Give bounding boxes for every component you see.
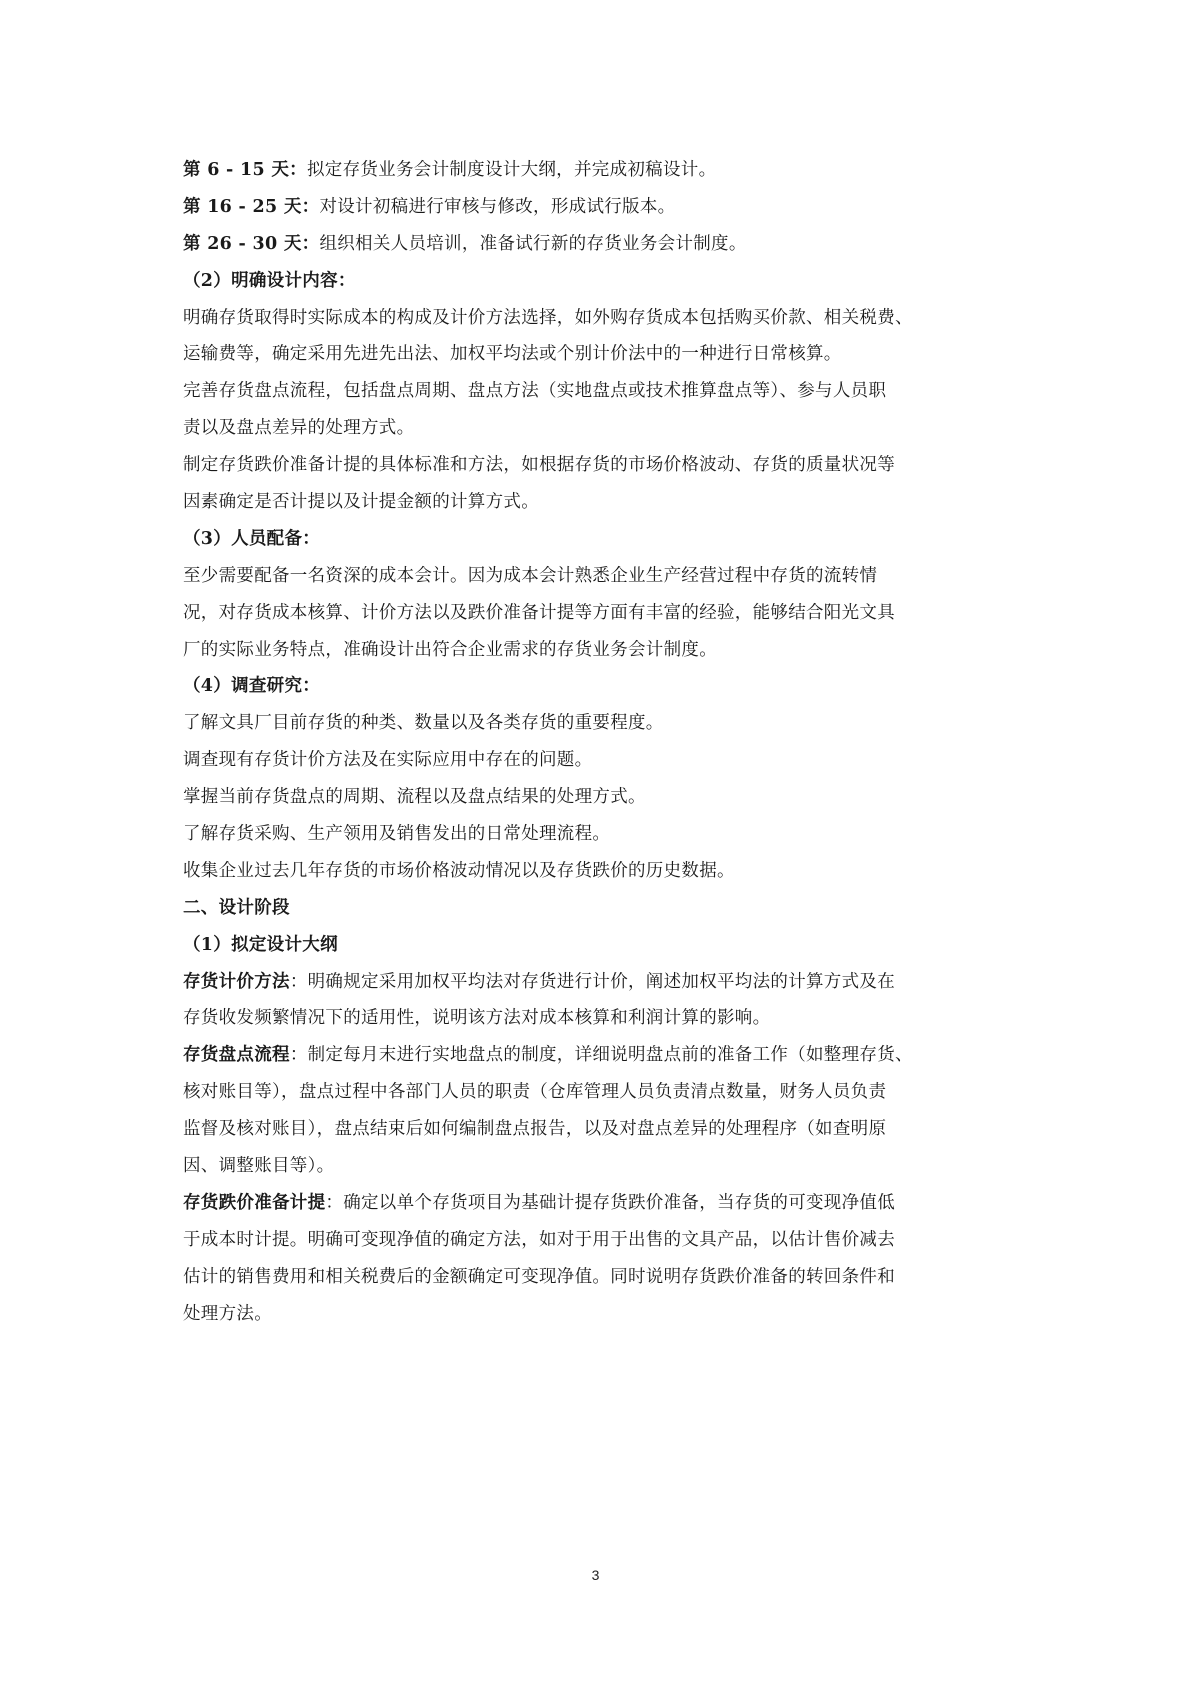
paragraph-line: 监督及核对账目），盘点结束后如何编制盘点报告，以及对盘点差异的处理程序（如查明原 [183, 1119, 887, 1140]
paragraph-line: 了解存货采购、生产领用及销售发出的日常处理流程。 [183, 824, 611, 845]
schedule-label: 第 26 - 30 天： [183, 233, 320, 254]
paragraph-line: 完善存货盘点流程，包括盘点周期、盘点方法（实地盘点或技术推算盘点等）、参与人员职 [183, 381, 887, 402]
stocktake-label: 存货盘点流程 [183, 1045, 290, 1066]
impairment-label: 存货跌价准备计提 [183, 1192, 326, 1213]
paragraph-line: 核对账目等），盘点过程中各部门人员的职责（仓库管理人员负责清点数量，财务人员负责 [183, 1082, 887, 1103]
schedule-label: 第 6 - 15 天： [183, 160, 307, 180]
paragraph-line: 运输费等，确定采用先进先出法、加权平均法或个别计价法中的一种进行日常核算。 [183, 344, 842, 365]
schedule-line-3 [183, 226, 1013, 263]
section-heading: （1）拟定设计大纲 [183, 934, 338, 955]
page-content [183, 152, 1013, 1333]
schedule-text: 组织相关人员培训，准备试行新的存货业务会计制度。 [319, 233, 747, 254]
paragraph-line: 因、调整账目等）。 [183, 1156, 335, 1177]
paragraph-line: 于成本时计提。明确可变现净值的确定方法，如对于用于出售的文具产品，以估计售价减去 [183, 1229, 895, 1250]
schedule-text: 对设计初稿进行审核与修改，形成试行版本。 [319, 196, 676, 217]
stocktake-line-1 [183, 1037, 1013, 1074]
paragraph-line: 存货收发频繁情况下的适用性，说明该方法对成本核算和利润计算的影响。 [183, 1008, 771, 1029]
paragraph-line: 因素确定是否计提以及计提金额的计算方式。 [183, 492, 539, 513]
paragraph-line: 估计的销售费用和相关税费后的金额确定可变现净值。同时说明存货跌价准备的转回条件和 [183, 1266, 895, 1287]
paragraph-line: 明确存货取得时实际成本的构成及计价方法选择，如外购存货成本包括购买价款、相关税费、 [183, 307, 913, 328]
stocktake-text: ：制定每月末进行实地盘点的制度，详细说明盘点前的准备工作（如整理存货、 [289, 1045, 913, 1066]
paragraph-line: 责以及盘点差异的处理方式。 [183, 418, 415, 439]
paragraph-line: 了解文具厂目前存货的种类、数量以及各类存货的重要程度。 [183, 713, 664, 734]
paragraph-line: 调查现有存货计价方法及在实际应用中存在的问题。 [183, 750, 593, 771]
paragraph-line: 处理方法。 [183, 1303, 272, 1324]
pricing-text: ：明确规定采用加权平均法对存货进行计价，阐述加权平均法的计算方式及在 [289, 971, 896, 992]
schedule-label: 第 16 - 25 天： [183, 196, 320, 217]
paragraph-line: 厂的实际业务特点，准确设计出符合企业需求的存货业务会计制度。 [183, 639, 717, 660]
section-heading: （4）调查研究： [183, 676, 321, 697]
pricing-label: 存货计价方法 [183, 971, 290, 992]
paragraph-line: 制定存货跌价准备计提的具体标准和方法，如根据存货的市场价格波动、存货的质量状况等 [183, 455, 895, 476]
pricing-line-1 [183, 964, 1013, 1001]
section-heading: （3）人员配备： [183, 528, 321, 549]
impairment-line-1 [183, 1185, 1013, 1222]
paragraph-line: 况，对存货成本核算、计价方法以及跌价准备计提等方面有丰富的经验，能够结合阳光文具 [183, 602, 895, 623]
schedule-line-2 [183, 189, 1013, 226]
impairment-text: ：确定以单个存货项目为基础计提存货跌价准备，当存货的可变现净值低 [325, 1192, 896, 1213]
page-number: 3 [591, 1567, 600, 1583]
part-heading: 二、设计阶段 [183, 897, 290, 918]
schedule-text: 拟定存货业务会计制度设计大纲，并完成初稿设计。 [306, 160, 717, 180]
section-heading: （2）明确设计内容： [183, 270, 356, 291]
paragraph-line: 掌握当前存货盘点的周期、流程以及盘点结果的处理方式。 [183, 787, 646, 808]
paragraph-line: 至少需要配备一名资深的成本会计。因为成本会计熟悉企业生产经营过程中存货的流转情 [183, 565, 878, 586]
schedule-line-1 [183, 152, 1013, 189]
paragraph-line: 收集企业过去几年存货的市场价格波动情况以及存货跌价的历史数据。 [183, 860, 735, 881]
